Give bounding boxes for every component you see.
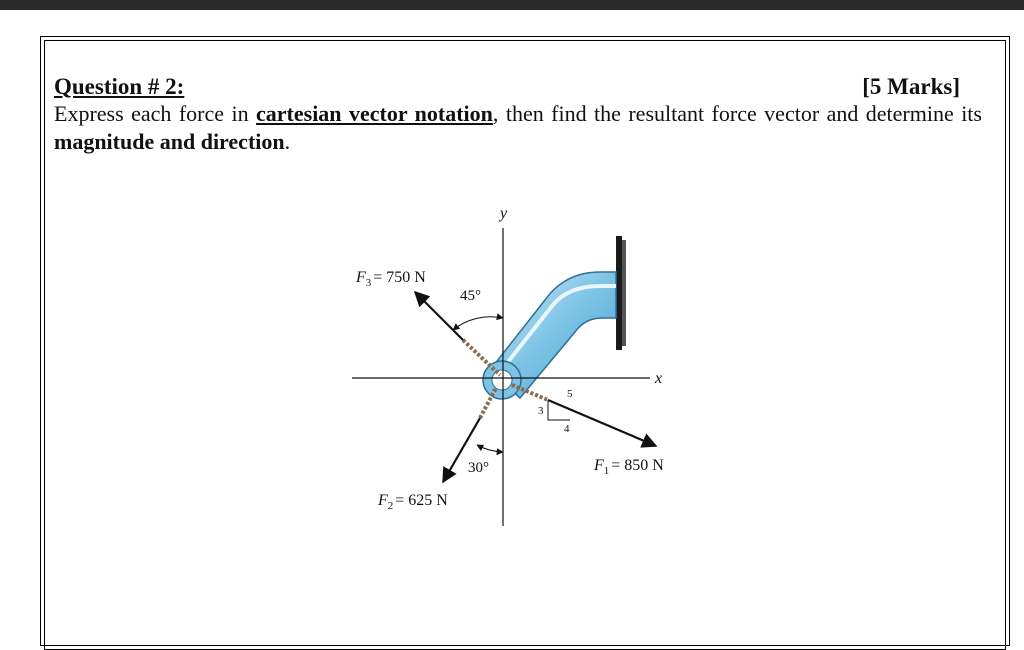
question-text-emphasis2: magnitude and direction	[54, 129, 285, 154]
question-text-part3: .	[284, 129, 291, 154]
f3-value: = 750 N	[373, 269, 426, 286]
f3-label	[355, 269, 426, 289]
f1-subscript: 1	[603, 465, 610, 477]
f3-subscript: 3	[365, 277, 372, 289]
f2-angle-label: 30°	[468, 460, 489, 476]
f2-symbol: F	[378, 492, 388, 509]
angle-arc-f3	[453, 317, 503, 330]
f3-symbol: F	[356, 269, 366, 286]
window-top-bar	[0, 0, 1024, 10]
y-axis-label: y	[500, 205, 508, 222]
f1-label	[593, 457, 664, 477]
angle-arc-f2	[477, 445, 503, 452]
f3-angle-label: 45°	[460, 288, 481, 304]
f2-subscript: 2	[387, 500, 394, 512]
question-text-part2: , then find the resultant force vector and determine its	[492, 101, 982, 126]
question-text-emphasis1: cartesian vector notation	[256, 101, 493, 126]
force-f3-arrow	[415, 292, 463, 340]
question-text	[54, 100, 982, 156]
question-marks: [5 Marks]	[862, 74, 960, 99]
force-diagram-svg	[340, 195, 720, 535]
wall-shadow	[622, 240, 626, 346]
slope-label-horiz: 4	[564, 423, 570, 435]
slope-label-hyp: 5	[567, 388, 573, 400]
f1-value: = 850 N	[611, 457, 664, 474]
f1-symbol: F	[594, 457, 604, 474]
question-text-part1: Express each force in	[54, 101, 257, 126]
wall-plate	[616, 236, 622, 350]
force-diagram	[340, 195, 720, 535]
slope-label-vert: 3	[538, 405, 544, 417]
f2-value: = 625 N	[395, 492, 448, 509]
x-axis-label: x	[655, 370, 663, 387]
f2-label	[377, 492, 448, 512]
slope-triangle	[548, 400, 570, 420]
question-title: Question # 2:	[54, 74, 185, 99]
